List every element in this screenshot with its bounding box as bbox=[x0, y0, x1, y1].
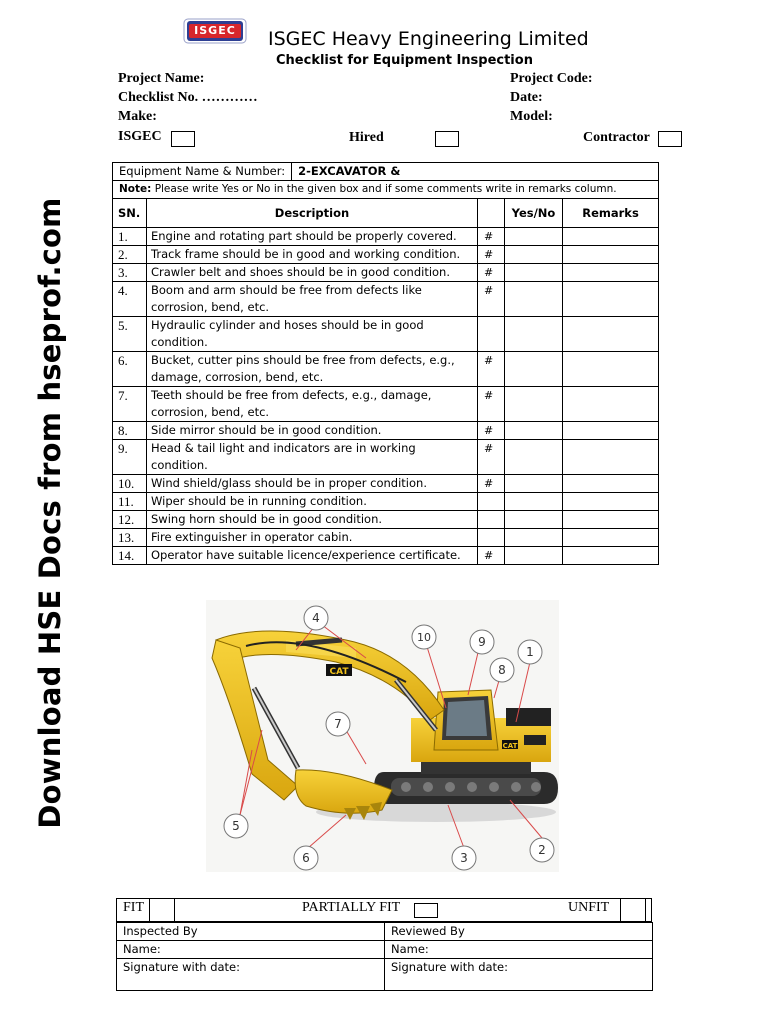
row-mark bbox=[478, 511, 505, 529]
row-description: Crawler belt and shoes should be in good condition. bbox=[147, 264, 478, 282]
row-mark: # bbox=[478, 440, 505, 475]
unfit-label: UNFIT bbox=[568, 900, 610, 915]
row-yes-no-field[interactable] bbox=[505, 282, 563, 317]
callout-3: 3 bbox=[460, 851, 468, 865]
column-header-row bbox=[113, 199, 659, 228]
row-description: Track frame should be in good and working condition. bbox=[147, 246, 478, 264]
row-yes-no-field[interactable] bbox=[505, 387, 563, 422]
row-yes-no-field[interactable] bbox=[505, 493, 563, 511]
row-description: Bucket, cutter pins should be free from defects, e.g., damage, corrosion, bend, etc. bbox=[147, 352, 478, 387]
col-header-blank bbox=[478, 199, 505, 228]
note-row bbox=[113, 181, 659, 199]
col-header-description: Description bbox=[147, 199, 478, 228]
make-label: Make: bbox=[118, 109, 157, 124]
row-description: Wind shield/glass should be in proper condition. bbox=[147, 475, 478, 493]
row-sn: 1. bbox=[113, 228, 147, 246]
isgec-checkbox[interactable] bbox=[171, 131, 195, 147]
callout-4: 4 bbox=[312, 611, 320, 625]
logo-text: ISGEC bbox=[194, 24, 236, 37]
callout-9: 9 bbox=[478, 635, 486, 649]
note-text: Please write Yes or No in the given box and if some comments write in remarks column. bbox=[154, 183, 617, 195]
row-mark: # bbox=[478, 422, 505, 440]
isgec-logo bbox=[183, 18, 247, 44]
reviewer-name-field[interactable]: Name: bbox=[385, 941, 653, 959]
body-brand-label: CAT bbox=[502, 742, 518, 750]
contractor-option-label: Contractor bbox=[583, 130, 650, 145]
contractor-checkbox[interactable] bbox=[658, 131, 682, 147]
row-remarks-field[interactable] bbox=[563, 422, 659, 440]
reviewer-signature-field[interactable]: Signature with date: bbox=[385, 959, 653, 991]
row-sn: 3. bbox=[113, 264, 147, 282]
row-remarks-field[interactable] bbox=[563, 387, 659, 422]
company-name: ISGEC Heavy Engineering Limited bbox=[268, 28, 589, 50]
row-description: Boom and arm should be free from defects like corrosion, bend, etc. bbox=[147, 282, 478, 317]
row-mark: # bbox=[478, 547, 505, 565]
row-mark: # bbox=[478, 246, 505, 264]
row-mark bbox=[478, 493, 505, 511]
row-remarks-field[interactable] bbox=[563, 282, 659, 317]
checklist-row bbox=[113, 547, 659, 565]
row-remarks-field[interactable] bbox=[563, 511, 659, 529]
checklist-row bbox=[113, 352, 659, 387]
sidebar-download-text: Download HSE Docs from hseprof.com bbox=[33, 197, 67, 829]
fit-checkbox[interactable] bbox=[149, 899, 175, 921]
callout-5: 5 bbox=[232, 819, 240, 833]
row-remarks-field[interactable] bbox=[563, 529, 659, 547]
checklist-items bbox=[113, 228, 659, 565]
row-mark bbox=[478, 317, 505, 352]
row-sn: 9. bbox=[113, 440, 147, 475]
partially-fit-checkbox[interactable] bbox=[414, 903, 438, 918]
unfit-checkbox[interactable] bbox=[620, 899, 646, 921]
callout-6: 6 bbox=[302, 851, 310, 865]
row-mark: # bbox=[478, 352, 505, 387]
row-sn: 14. bbox=[113, 547, 147, 565]
row-description: Head & tail light and indicators are in working condition. bbox=[147, 440, 478, 475]
callout-2: 2 bbox=[538, 843, 546, 857]
row-description: Operator have suitable licence/experience certificate. bbox=[147, 547, 478, 565]
callout-7: 7 bbox=[334, 717, 342, 731]
row-remarks-field[interactable] bbox=[563, 547, 659, 565]
row-yes-no-field[interactable] bbox=[505, 352, 563, 387]
row-remarks-field[interactable] bbox=[563, 475, 659, 493]
row-yes-no-field[interactable] bbox=[505, 422, 563, 440]
checklist-row bbox=[113, 475, 659, 493]
sidebar-watermark bbox=[28, 197, 72, 829]
equipment-label: Equipment Name & Number: bbox=[119, 163, 292, 180]
model-label: Model: bbox=[510, 109, 553, 124]
checklist-row bbox=[113, 282, 659, 317]
checklist-row bbox=[113, 511, 659, 529]
col-header-remarks: Remarks bbox=[563, 199, 659, 228]
callout-8: 8 bbox=[498, 663, 506, 677]
checklist-table bbox=[112, 162, 659, 565]
row-sn: 2. bbox=[113, 246, 147, 264]
row-remarks-field[interactable] bbox=[563, 493, 659, 511]
boom-brand-label: CAT bbox=[329, 667, 349, 677]
project-code-label: Project Code: bbox=[510, 71, 593, 86]
callout-1: 1 bbox=[526, 645, 534, 659]
row-yes-no-field[interactable] bbox=[505, 228, 563, 246]
partially-fit-label: PARTIALLY FIT bbox=[302, 900, 401, 915]
col-header-sn: SN. bbox=[113, 199, 147, 228]
checklist-row bbox=[113, 228, 659, 246]
row-mark: # bbox=[478, 228, 505, 246]
row-yes-no-field[interactable] bbox=[505, 547, 563, 565]
row-mark: # bbox=[478, 475, 505, 493]
row-remarks-field[interactable] bbox=[563, 352, 659, 387]
checklist-row bbox=[113, 422, 659, 440]
row-sn: 7. bbox=[113, 387, 147, 422]
row-description: Side mirror should be in good condition. bbox=[147, 422, 478, 440]
row-description: Swing horn should be in good condition. bbox=[147, 511, 478, 529]
checklist-row bbox=[113, 493, 659, 511]
isgec-option-label: ISGEC bbox=[118, 129, 162, 144]
row-remarks-field[interactable] bbox=[563, 264, 659, 282]
date-label: Date: bbox=[510, 90, 543, 105]
approval-block bbox=[116, 898, 652, 991]
checklist-no-label: Checklist No. ………… bbox=[118, 90, 258, 105]
row-sn: 13. bbox=[113, 529, 147, 547]
checklist-row bbox=[113, 529, 659, 547]
equipment-value: 2-EXCAVATOR & bbox=[298, 164, 401, 178]
row-description: Wiper should be in running condition. bbox=[147, 493, 478, 511]
row-remarks-field[interactable] bbox=[563, 317, 659, 352]
row-description: Engine and rotating part should be properly covered. bbox=[147, 228, 478, 246]
row-remarks-field[interactable] bbox=[563, 228, 659, 246]
row-mark bbox=[478, 529, 505, 547]
inspected-by-label: Inspected By bbox=[117, 923, 385, 941]
row-yes-no-field[interactable] bbox=[505, 317, 563, 352]
row-sn: 12. bbox=[113, 511, 147, 529]
row-description: Teeth should be free from defects, e.g., damage, corrosion, bend, etc. bbox=[147, 387, 478, 422]
checklist-row bbox=[113, 387, 659, 422]
checklist-row bbox=[113, 264, 659, 282]
document-title: Checklist for Equipment Inspection bbox=[276, 53, 533, 68]
note-label: Note: bbox=[119, 183, 152, 195]
inspector-name-field[interactable]: Name: bbox=[117, 941, 385, 959]
row-sn: 11. bbox=[113, 493, 147, 511]
checklist-row bbox=[113, 246, 659, 264]
equipment-row bbox=[113, 163, 659, 181]
checklist-row bbox=[113, 440, 659, 475]
row-description: Hydraulic cylinder and hoses should be in good condition. bbox=[147, 317, 478, 352]
row-mark: # bbox=[478, 264, 505, 282]
row-mark: # bbox=[478, 387, 505, 422]
checklist-row bbox=[113, 317, 659, 352]
row-yes-no-field[interactable] bbox=[505, 511, 563, 529]
row-sn: 4. bbox=[113, 282, 147, 317]
row-sn: 10. bbox=[113, 475, 147, 493]
row-remarks-field[interactable] bbox=[563, 440, 659, 475]
callout-10: 10 bbox=[417, 631, 431, 644]
row-description: Fire extinguisher in operator cabin. bbox=[147, 529, 478, 547]
row-sn: 8. bbox=[113, 422, 147, 440]
fit-label: FIT bbox=[123, 900, 144, 915]
row-yes-no-field[interactable] bbox=[505, 246, 563, 264]
hired-option-label: Hired bbox=[349, 130, 384, 145]
excavator-diagram bbox=[206, 600, 559, 872]
row-yes-no-field[interactable] bbox=[505, 264, 563, 282]
row-yes-no-field[interactable] bbox=[505, 529, 563, 547]
row-sn: 6. bbox=[113, 352, 147, 387]
hired-checkbox[interactable] bbox=[435, 131, 459, 147]
project-name-label: Project Name: bbox=[118, 71, 205, 86]
row-yes-no-field[interactable] bbox=[505, 440, 563, 475]
fitness-row bbox=[116, 898, 652, 922]
row-sn: 5. bbox=[113, 317, 147, 352]
inspector-signature-field[interactable]: Signature with date: bbox=[117, 959, 385, 991]
reviewed-by-label: Reviewed By bbox=[385, 923, 653, 941]
row-remarks-field[interactable] bbox=[563, 246, 659, 264]
signature-table bbox=[116, 922, 653, 991]
row-yes-no-field[interactable] bbox=[505, 475, 563, 493]
col-header-yes-no: Yes/No bbox=[505, 199, 563, 228]
row-mark: # bbox=[478, 282, 505, 317]
